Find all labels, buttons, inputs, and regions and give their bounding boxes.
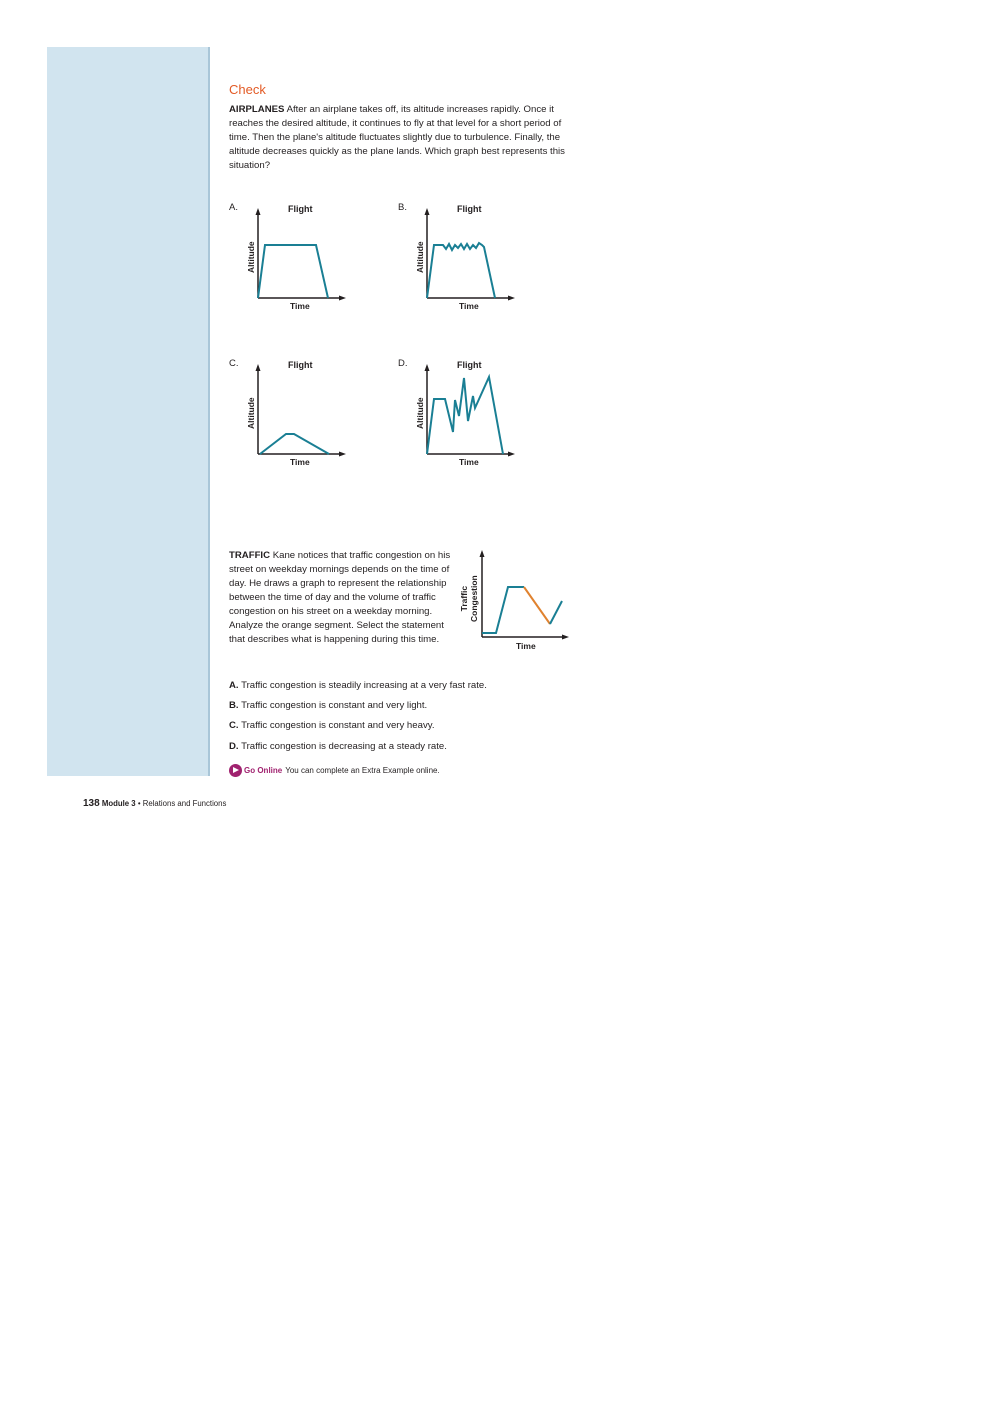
traffic-graph-plot xyxy=(456,540,571,655)
answer-a-letter: A. xyxy=(229,680,239,691)
graph-b-x-arrow xyxy=(508,296,515,301)
traffic-line-start xyxy=(482,587,524,633)
traffic-graph-xlabel: Time xyxy=(516,641,536,651)
graph-b[interactable] xyxy=(398,200,528,320)
answer-c-text: Traffic congestion is constant and very heavy. xyxy=(241,720,435,731)
graph-a-y-arrow xyxy=(256,208,261,215)
graph-b-ylabel: Altitude xyxy=(415,241,425,273)
traffic-graph xyxy=(456,540,571,655)
graph-a[interactable] xyxy=(229,200,359,320)
graph-b-line xyxy=(427,243,495,298)
go-online-icon xyxy=(229,764,242,777)
go-online-label: Go Online xyxy=(244,766,283,775)
airplanes-label: AIRPLANES xyxy=(229,104,285,115)
answer-b-letter: B. xyxy=(229,700,239,711)
answer-d-letter: D. xyxy=(229,741,239,752)
answer-d[interactable] xyxy=(229,741,447,752)
graph-d-letter: D. xyxy=(398,358,408,369)
graph-a-line xyxy=(258,245,328,298)
graph-b-letter: B. xyxy=(398,202,407,213)
go-online-text: You can complete an Extra Example online. xyxy=(285,766,440,775)
answer-c-letter: C. xyxy=(229,720,239,731)
page-footer xyxy=(83,798,226,809)
answer-a-text: Traffic congestion is steadily increasing at a very fast rate. xyxy=(241,680,487,691)
graph-d-ylabel: Altitude xyxy=(415,397,425,429)
traffic-graph-ylabel-line2: Congestion xyxy=(469,575,479,622)
answer-c[interactable] xyxy=(229,720,435,731)
graph-c[interactable] xyxy=(229,356,359,476)
traffic-problem xyxy=(229,549,454,647)
graph-c-plot xyxy=(229,356,359,476)
graph-b-xlabel: Time xyxy=(459,301,479,311)
graph-b-y-arrow xyxy=(425,208,430,215)
traffic-line-end xyxy=(550,601,562,624)
graph-c-x-arrow xyxy=(339,452,346,457)
graph-c-ylabel: Altitude xyxy=(246,397,256,429)
footer-separator: • xyxy=(137,799,141,808)
traffic-x-arrow xyxy=(562,635,569,640)
graph-a-title: Flight xyxy=(288,204,313,214)
graph-a-plot xyxy=(229,200,359,320)
graph-c-xlabel: Time xyxy=(290,457,310,467)
graph-c-letter: C. xyxy=(229,358,239,369)
graph-d-line xyxy=(427,377,503,454)
answer-d-text: Traffic congestion is decreasing at a steady rate. xyxy=(241,741,447,752)
footer-module: Module 3 xyxy=(101,799,136,808)
go-online-link[interactable] xyxy=(229,764,440,777)
graph-d[interactable] xyxy=(398,356,528,476)
graph-d-y-arrow xyxy=(425,364,430,371)
answer-a[interactable] xyxy=(229,680,487,691)
graph-a-ylabel: Altitude xyxy=(246,241,256,273)
footer-title: Relations and Functions xyxy=(142,799,227,808)
traffic-orange-segment xyxy=(524,587,550,624)
airplanes-text: After an airplane takes off, its altitude increases rapidly. Once it reaches the desired altitude, it continues to fly at that level for a short period of time. Then the plane's altitude fluctuates slightly due to turbulence. Finally, the altitude decreases quickly as the plane lands. Which graph best represents this situation? xyxy=(229,104,565,171)
sidebar-divider xyxy=(208,47,210,776)
graph-b-title: Flight xyxy=(457,204,482,214)
traffic-text: Kane notices that traffic congestion on his street on weekday mornings depends on the time of day. He draws a graph to represent the relationship between the time of day and the volume of traffic congestion on his street on a weekday morning. Analyze the orange segment. Select the statement that describes what is happening during this time. xyxy=(229,550,451,645)
graph-c-y-arrow xyxy=(256,364,261,371)
page-number: 138 xyxy=(83,798,100,809)
graph-d-plot xyxy=(398,356,528,476)
traffic-graph-ylabel-line1: Traffic xyxy=(459,585,469,612)
traffic-label: TRAFFIC xyxy=(229,550,271,561)
graph-d-title: Flight xyxy=(457,360,482,370)
answer-b[interactable] xyxy=(229,700,427,711)
graph-d-x-arrow xyxy=(508,452,515,457)
airplanes-problem xyxy=(229,103,569,173)
graph-b-plot xyxy=(398,200,528,320)
graph-a-xlabel: Time xyxy=(290,301,310,311)
graph-a-x-arrow xyxy=(339,296,346,301)
graph-d-xlabel: Time xyxy=(459,457,479,467)
traffic-y-arrow xyxy=(480,550,485,557)
graph-c-line xyxy=(260,434,329,454)
check-heading: Check xyxy=(229,82,266,97)
graph-a-letter: A. xyxy=(229,202,238,213)
graph-c-title: Flight xyxy=(288,360,313,370)
answer-b-text: Traffic congestion is constant and very light. xyxy=(241,700,428,711)
sidebar-panel xyxy=(47,47,208,776)
